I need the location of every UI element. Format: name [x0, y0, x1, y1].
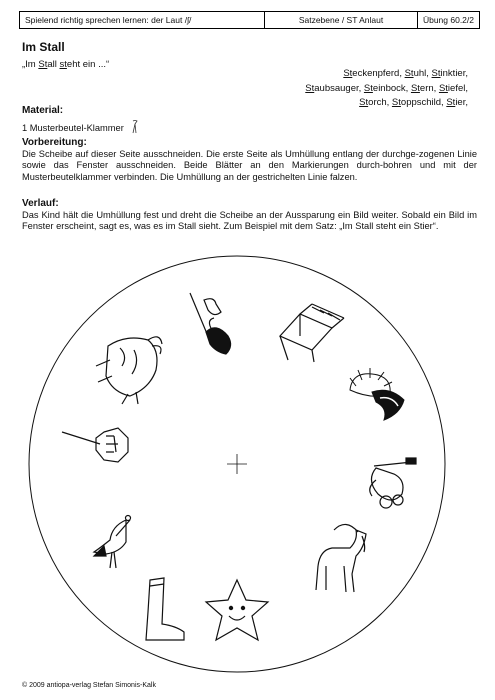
- center-cross-icon: [227, 454, 247, 474]
- word-item: Steinbock: [363, 82, 406, 94]
- material-heading: Material:: [22, 105, 64, 116]
- stop-sign-icon: [62, 428, 128, 462]
- vacuum-cleaner-icon: [370, 458, 416, 508]
- exercise-number: Übung 60.2/2: [422, 15, 474, 25]
- procedure-text: Das Kind hält die Umhüllung fest und dreht die Scheibe an der Aussparung ein Bild weiter. Sobald ein Bild im Fenster erscheint, sagt es, was es im Stall sieht. Zum Beispiel mit dem Satz: „Im Stall steht ein Stier“.: [22, 209, 477, 232]
- boot-icon: [146, 578, 184, 640]
- intro-phrase: „Im Stall steht ein ...“: [22, 59, 110, 70]
- hobby-horse-icon: [190, 293, 231, 354]
- word-item: Steckenpferd: [343, 68, 400, 79]
- chair-icon: [280, 304, 344, 362]
- word-item: Storch: [359, 97, 387, 108]
- bull-icon: [96, 337, 162, 404]
- ibex-icon: [316, 524, 366, 592]
- skunk-icon: [350, 368, 404, 420]
- preparation-text: Die Scheibe auf dieser Seite ausschneiden. Die erste Seite als Umhüllung entlang der durchge-zogenen Linie sowie das Fenster ausschneiden. Beide Blätter an den Markierungen durch-bohren und mit der Musterbeutelklammer verbinden. Die Umhüllung an der gestrichelten Linie falzen.: [22, 148, 477, 182]
- word-line: Storch, Stoppschild, Stier,: [359, 97, 468, 108]
- word-line: Staubsauger, Steinbock, Stern, Stiefel,: [305, 82, 468, 94]
- level-label: Satzebene / ST Anlaut: [265, 12, 418, 28]
- word-item: Stiefel: [438, 82, 466, 94]
- word-item: Staubsauger: [305, 82, 359, 94]
- word-item: Stoppschild: [391, 97, 442, 108]
- stork-icon: [94, 516, 131, 569]
- word-item: Stuhl: [404, 68, 427, 79]
- page-title: Im Stall: [22, 40, 65, 54]
- copyright-footer: © 2009 antiopa-verlag Stefan Simonis-Kalk: [22, 682, 156, 689]
- word-item: Stern: [410, 82, 434, 94]
- series-title: Spielend richtig sprechen lernen: der Laut /ʃ/: [20, 12, 265, 28]
- procedure-heading: Verlauf:: [22, 198, 59, 209]
- word-line: Steckenpferd, Stuhl, Stinktier,: [343, 68, 468, 79]
- preparation-heading: Vorbereitung:: [22, 137, 87, 148]
- word-item: Stinktier: [431, 68, 466, 79]
- word-item: Stier: [446, 97, 466, 108]
- material-text: 1 Musterbeutel-Klammer: [22, 122, 124, 133]
- star-icon: [206, 580, 268, 640]
